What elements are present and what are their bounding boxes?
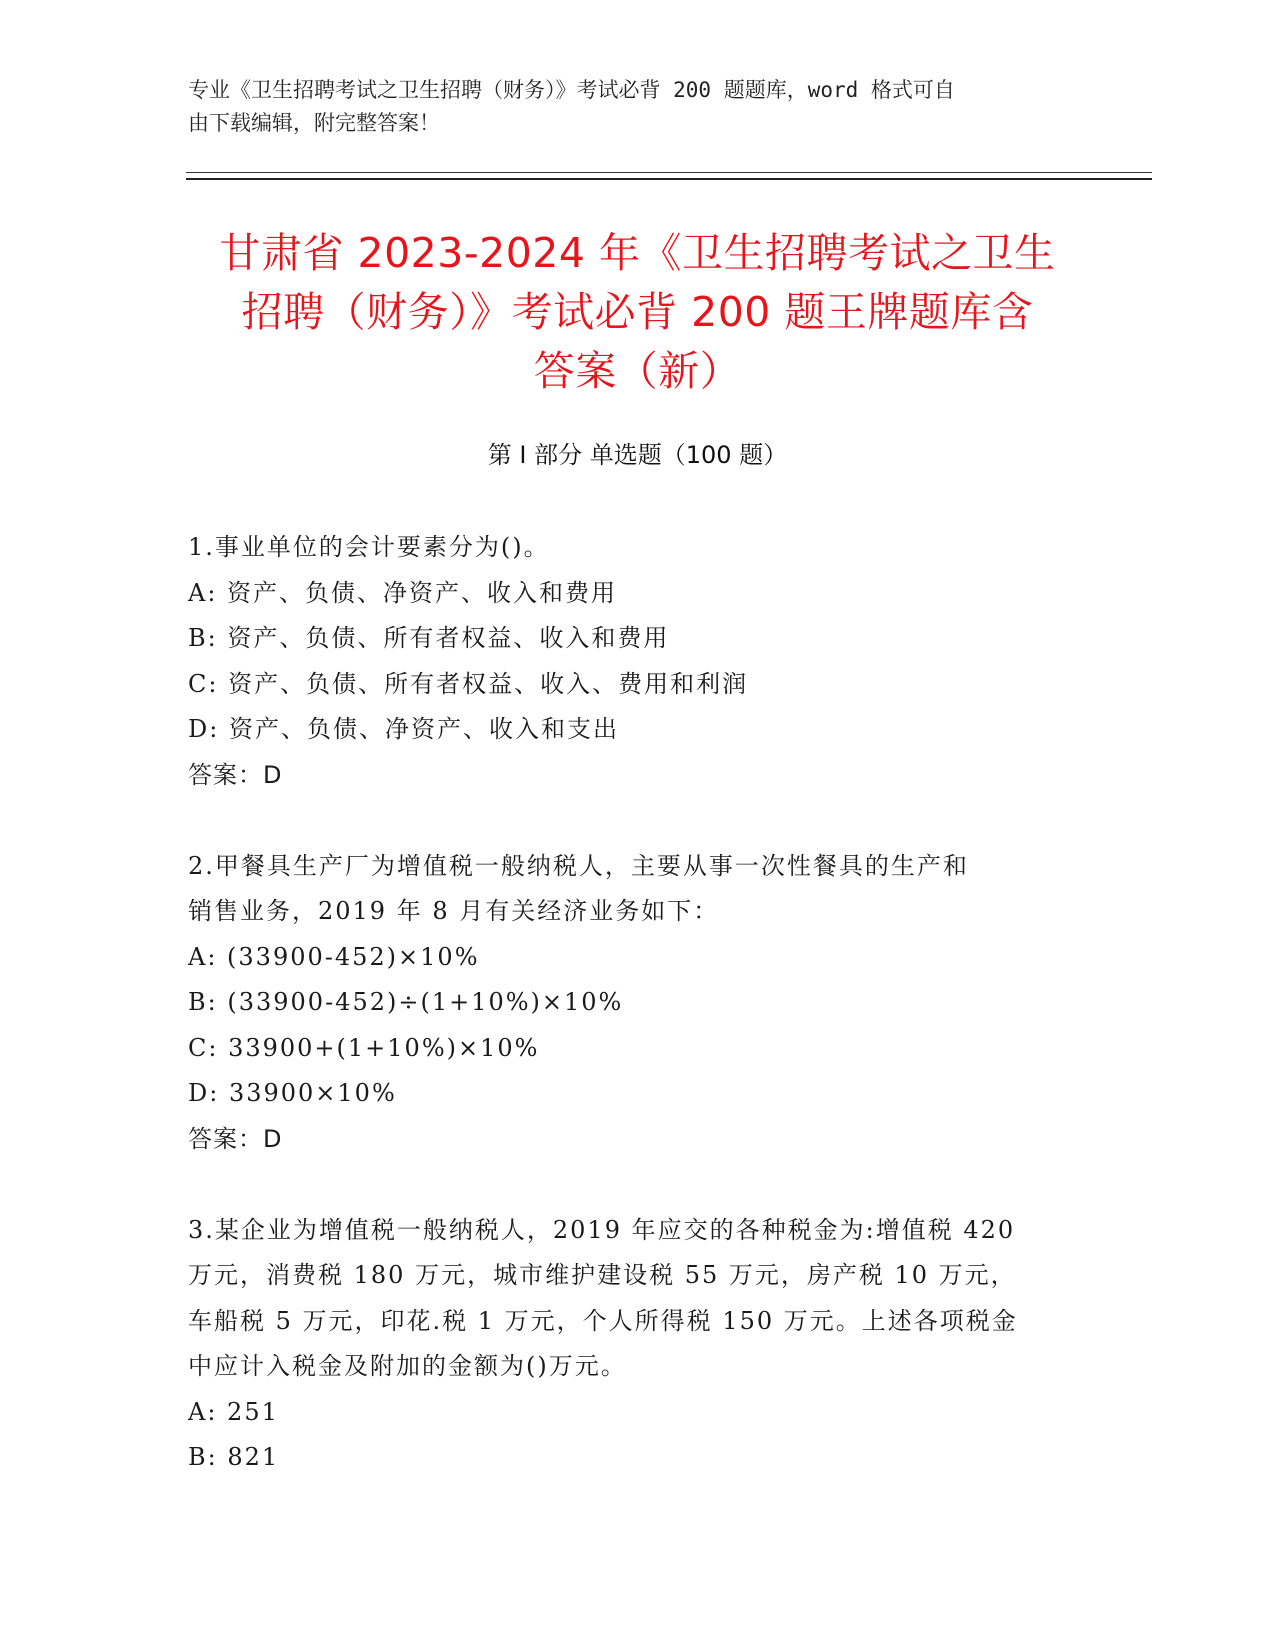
title-line-3: 答案（新） <box>533 347 742 395</box>
question-spacer <box>188 1162 1088 1208</box>
question-stem: 1.事业单位的会计要素分为()。 <box>188 533 550 561</box>
option-b: B: (33900-452)÷(1+10%)×10% <box>188 988 624 1016</box>
option-c: C: 资产、负债、所有者权益、收入、费用和利润 <box>188 669 749 698</box>
question-stem-continued: 中应计入税金及附加的金额为()万元。 <box>188 1352 627 1380</box>
answer-label: 答案：D <box>188 1124 283 1153</box>
option-d: D: 资产、负债、净资产、收入和支出 <box>188 715 619 743</box>
option-a: A: (33900-452)×10% <box>188 942 480 971</box>
title-line-2: 招聘（财务）》考试必背 200 题王牌题库含 <box>241 288 1034 336</box>
answer-label: 答案：D <box>188 760 283 789</box>
question-list <box>188 525 1088 1481</box>
question-2 <box>188 844 1088 1163</box>
option-d: D: 33900×10% <box>188 1079 397 1107</box>
header-note-line-2: 由下载编辑，附完整答案！ <box>188 111 440 135</box>
option-a: A: 资产、负债、净资产、收入和费用 <box>188 578 618 607</box>
header-note-line-1: 专业《卫生招聘考试之卫生招聘（财务）》考试必背 200 题题库，word 格式可自 <box>188 78 955 102</box>
option-b: B: 资产、负债、所有者权益、收入和费用 <box>188 624 670 652</box>
question-stem-continued: 万元，消费税 180 万元，城市维护建设税 55 万元，房产税 10 万元， <box>188 1261 1017 1289</box>
header-divider-thin <box>186 172 1152 173</box>
section-heading: 第 I 部分 单选题（100 题） <box>487 441 788 469</box>
document-header-note <box>188 74 1068 140</box>
question-spacer <box>188 798 1088 844</box>
question-3 <box>188 1208 1088 1481</box>
title-line-1: 甘肃省 2023-2024 年《卫生招聘考试之卫生 <box>219 229 1056 277</box>
question-stem: 2.甲餐具生产厂为增值税一般纳税人，主要从事一次性餐具的生产和 <box>188 851 969 880</box>
option-b: B: 821 <box>188 1443 280 1471</box>
question-stem-continued: 车船税 5 万元，印花.税 1 万元，个人所得税 150 万元。上述各项税金 <box>188 1306 1018 1335</box>
option-c: C: 33900+(1+10%)×10% <box>188 1033 540 1062</box>
document-title <box>150 224 1125 401</box>
question-stem: 3.某企业为增值税一般纳税人，2019 年应交的各种税金为:增值税 420 <box>188 1215 1016 1244</box>
option-a: A: 251 <box>188 1397 279 1426</box>
header-divider-thick <box>186 178 1152 180</box>
question-stem-continued: 销售业务，2019 年 8 月有关经济业务如下： <box>188 897 720 925</box>
question-1 <box>188 525 1088 798</box>
